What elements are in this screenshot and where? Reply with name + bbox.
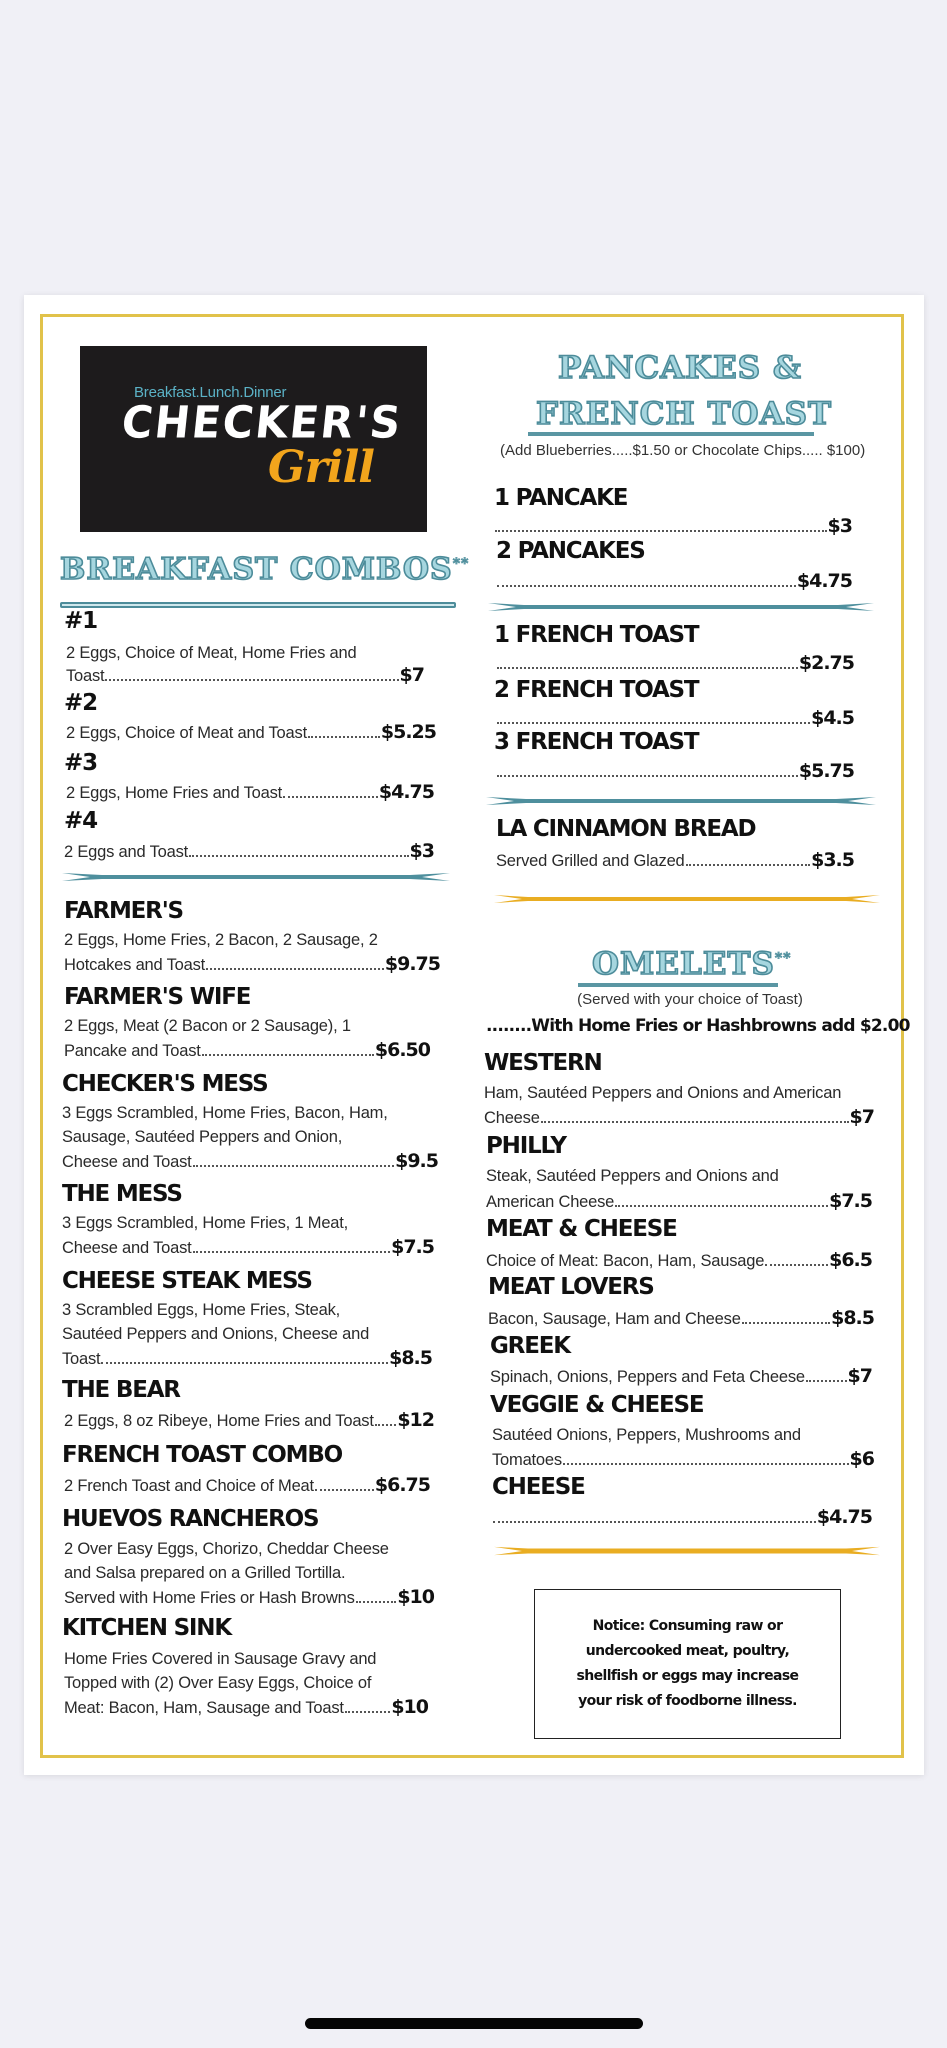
special-name: FARMER'S bbox=[64, 898, 183, 924]
french-toast-price-line: $5.75 bbox=[496, 760, 854, 782]
special-desc: and Salsa prepared on a Grilled Tortilla. bbox=[64, 1564, 346, 1582]
special-desc: Sausage, Sautéed Peppers and Onion, bbox=[62, 1128, 343, 1146]
pancake-item-price-line: $3 bbox=[494, 515, 852, 537]
omelet-name: PHILLY bbox=[486, 1133, 566, 1159]
special-name: FARMER'S WIFE bbox=[64, 984, 251, 1010]
combo-4-name: #4 bbox=[64, 808, 97, 834]
cinnamon-bread-name: LA CINNAMON BREAD bbox=[496, 816, 756, 842]
special-name: THE MESS bbox=[62, 1181, 182, 1207]
french-toast-item-name: 2 FRENCH TOAST bbox=[494, 677, 699, 703]
combo-1-price: $7 bbox=[399, 664, 424, 686]
omelet-desc: Steak, Sautéed Peppers and Onions and bbox=[486, 1167, 779, 1185]
omelets-toast-note: (Served with your choice of Toast) bbox=[577, 991, 803, 1008]
omelets-addon-note: ........With Home Fries or Hashbrowns add $2.00 bbox=[486, 1016, 910, 1036]
combo-4-price-line: 2 Eggs and Toast $3 bbox=[64, 840, 434, 862]
cinnamon-bread-price-line: Served Grilled and Glazed $3.5 bbox=[496, 849, 854, 871]
french-toast-item-name: 1 FRENCH TOAST bbox=[494, 622, 699, 648]
omelet-name: VEGGIE & CHEESE bbox=[490, 1392, 704, 1418]
logo-tagline: Breakfast.Lunch.Dinner bbox=[134, 384, 287, 401]
combo-2-price-line: 2 Eggs, Choice of Meat and Toast $5.25 bbox=[66, 721, 436, 743]
special-name: KITCHEN SINK bbox=[62, 1615, 231, 1641]
omelet-name: WESTERN bbox=[484, 1050, 602, 1076]
omelet-price-line: American Cheese $7.5 bbox=[486, 1190, 872, 1212]
omelet-desc: Ham, Sautéed Peppers and Onions and American bbox=[484, 1084, 842, 1102]
special-price-line: Hotcakes and Toast $9.75 bbox=[64, 953, 440, 975]
combo-2-name: #2 bbox=[64, 690, 97, 716]
food-safety-notice bbox=[534, 1589, 841, 1739]
gold-ribbon-divider bbox=[494, 894, 880, 904]
pancakes-title-underline bbox=[528, 432, 814, 436]
combo-3-price: $4.75 bbox=[378, 781, 434, 803]
special-desc: 3 Scrambled Eggs, Home Fries, Steak, bbox=[62, 1301, 340, 1319]
special-desc: Topped with (2) Over Easy Eggs, Choice of bbox=[64, 1674, 372, 1692]
logo-brand: CHECKER'S bbox=[119, 396, 405, 449]
pancakes-addon-note: (Add Blueberries.....$1.50 or Chocolate Chips..... $100) bbox=[500, 442, 866, 459]
combo-2-price: $5.25 bbox=[380, 721, 436, 743]
breakfast-combos-underline bbox=[60, 602, 456, 608]
teal-ribbon-divider bbox=[62, 872, 450, 882]
combo-3-price-line: 2 Eggs, Home Fries and Toast $4.75 bbox=[66, 781, 434, 803]
special-price-line: Meat: Bacon, Ham, Sausage and Toast $10 bbox=[64, 1696, 428, 1718]
special-price-line: 2 French Toast and Choice of Meat $6.75 bbox=[64, 1474, 430, 1496]
french-toast-price-line: $4.5 bbox=[496, 707, 854, 729]
notice-text: Notice: Consuming raw or undercooked meat, poultry, shellfish or eggs may increase your risk of foodborne illness. bbox=[576, 1618, 799, 1709]
omelet-name: CHEESE bbox=[492, 1474, 585, 1500]
omelet-name: GREEK bbox=[490, 1333, 570, 1359]
special-price-line: Served with Home Fries or Hash Browns $10 bbox=[64, 1586, 434, 1608]
gold-ribbon-divider bbox=[494, 1546, 880, 1556]
special-name: CHEESE STEAK MESS bbox=[62, 1268, 312, 1294]
special-desc: 3 Eggs Scrambled, Home Fries, 1 Meat, bbox=[62, 1214, 349, 1232]
special-price-line: Pancake and Toast $6.50 bbox=[64, 1039, 430, 1061]
combo-1-name: #1 bbox=[64, 608, 97, 634]
pancake-item-price-line: $4.75 bbox=[496, 570, 852, 592]
home-indicator-bar[interactable] bbox=[305, 2018, 643, 2029]
omelet-price-line: Spinach, Onions, Peppers and Feta Cheese $7 bbox=[490, 1365, 872, 1387]
special-name: CHECKER'S MESS bbox=[62, 1071, 268, 1097]
omelet-price-line: Bacon, Sausage, Ham and Cheese $8.5 bbox=[488, 1307, 874, 1329]
omelets-title: OMELETS** bbox=[592, 946, 792, 982]
special-name: FRENCH TOAST COMBO bbox=[62, 1442, 343, 1468]
pancake-item-name: 1 PANCAKE bbox=[494, 485, 628, 511]
combo-1-price-line: Toast $7 bbox=[66, 664, 424, 686]
pancakes-title-line1: PANCAKES & bbox=[558, 350, 802, 386]
combo-3-name: #3 bbox=[64, 750, 97, 776]
special-price-line: Cheese and Toast $7.5 bbox=[62, 1236, 434, 1258]
special-name: THE BEAR bbox=[62, 1377, 180, 1403]
combo-1-desc: 2 Eggs, Choice of Meat, Home Fries and bbox=[66, 644, 357, 662]
combo-4-price: $3 bbox=[409, 840, 434, 862]
omelet-desc: Sautéed Onions, Peppers, Mushrooms and bbox=[492, 1426, 801, 1444]
special-desc: 2 Eggs, Meat (2 Bacon or 2 Sausage), 1 bbox=[64, 1017, 351, 1035]
pancakes-title-line2: FRENCH TOAST bbox=[536, 396, 833, 432]
special-price-line: Cheese and Toast $9.5 bbox=[62, 1150, 438, 1172]
special-desc: Sautéed Peppers and Onions, Cheese and bbox=[62, 1325, 370, 1343]
omelet-price-line: $4.75 bbox=[492, 1506, 872, 1528]
omelet-name: MEAT LOVERS bbox=[488, 1274, 654, 1300]
french-toast-price-line: $2.75 bbox=[496, 652, 854, 674]
omelet-price-line: Tomatoes $6 bbox=[492, 1448, 874, 1470]
special-desc: Home Fries Covered in Sausage Gravy and bbox=[64, 1650, 377, 1668]
omelet-price-line: Cheese $7 bbox=[484, 1106, 874, 1128]
omelets-title-underline bbox=[578, 983, 778, 987]
special-name: HUEVOS RANCHEROS bbox=[62, 1506, 319, 1532]
special-desc: 2 Over Easy Eggs, Chorizo, Cheddar Cheese bbox=[64, 1540, 389, 1558]
teal-ribbon-divider bbox=[486, 796, 876, 806]
logo-subbrand: Grill bbox=[268, 442, 374, 493]
omelet-name: MEAT & CHEESE bbox=[486, 1216, 677, 1242]
special-desc: 3 Eggs Scrambled, Home Fries, Bacon, Ham, bbox=[62, 1104, 388, 1122]
breakfast-combos-title: BREAKFAST COMBOS** bbox=[60, 552, 470, 587]
french-toast-item-name: 3 FRENCH TOAST bbox=[494, 729, 699, 755]
teal-ribbon-divider bbox=[488, 602, 874, 612]
restaurant-logo bbox=[80, 346, 427, 532]
special-desc: 2 Eggs, Home Fries, 2 Bacon, 2 Sausage, 2 bbox=[64, 931, 378, 949]
omelet-price-line: Choice of Meat: Bacon, Ham, Sausage $6.5 bbox=[486, 1249, 872, 1271]
special-price-line: 2 Eggs, 8 oz Ribeye, Home Fries and Toast $12 bbox=[64, 1409, 434, 1431]
pancake-item-name: 2 PANCAKES bbox=[496, 538, 645, 564]
special-price-line: Toast $8.5 bbox=[62, 1347, 432, 1369]
